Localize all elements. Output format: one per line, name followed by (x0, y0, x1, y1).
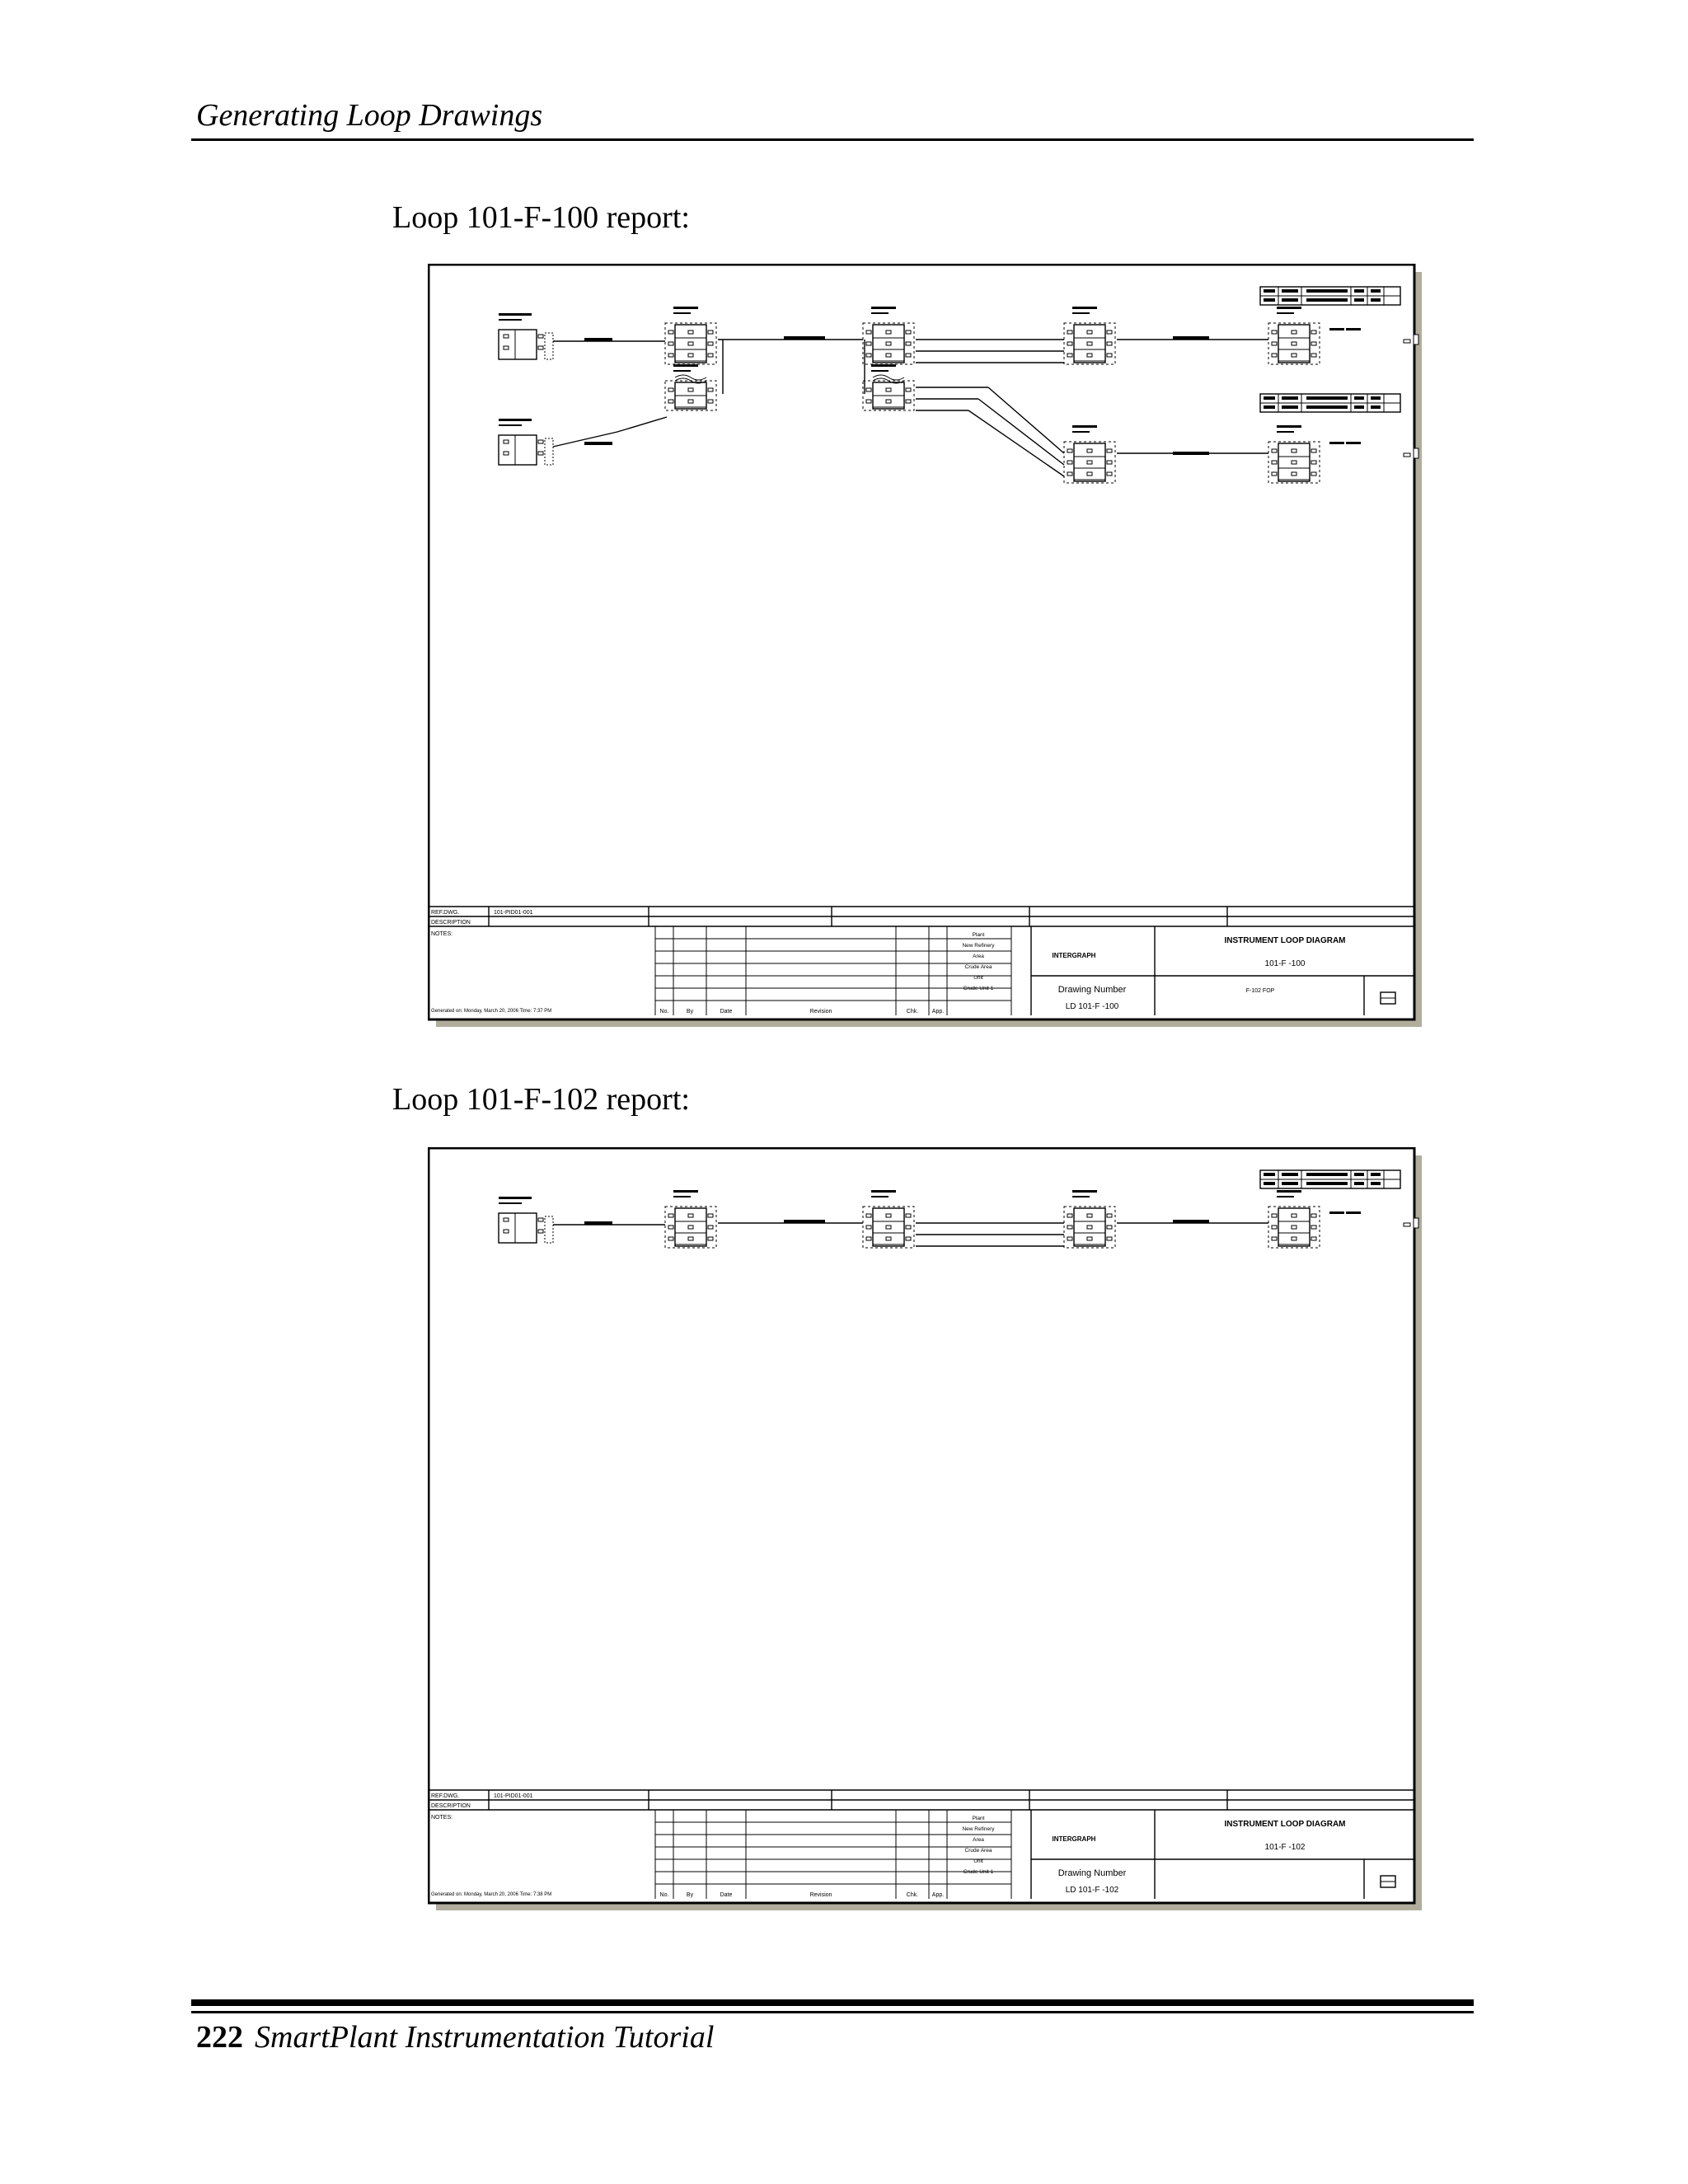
terminal (1404, 340, 1410, 343)
footer-title: SmartPlant Instrumentation Tutorial (255, 2020, 715, 2055)
terminal (688, 354, 693, 357)
tag-label (499, 319, 522, 321)
box (499, 330, 537, 359)
header-text (1371, 405, 1381, 409)
header-text (1371, 1182, 1381, 1185)
loop-102-caption: Loop 101-F-102 report: (392, 1082, 690, 1117)
terminal (1067, 1214, 1072, 1217)
terminal (1311, 330, 1316, 334)
revision-header: App. (931, 1892, 945, 1898)
header-text (1282, 1182, 1298, 1185)
plant-field: Area (973, 954, 984, 959)
header-text (1264, 405, 1275, 409)
terminal (1272, 330, 1277, 334)
terminal (1087, 449, 1092, 452)
loop-100-caption: Loop 101-F-100 report: (392, 200, 690, 235)
header-text (1306, 298, 1348, 302)
terminal (906, 1237, 911, 1240)
terminal (1292, 472, 1296, 476)
tag-label (499, 424, 522, 426)
terminal (504, 440, 509, 443)
terminal (1087, 472, 1092, 476)
header-text (1264, 1173, 1275, 1176)
terminal (1414, 335, 1418, 344)
loop-number: 101-F -100 (1264, 959, 1306, 968)
terminal (1087, 1214, 1092, 1217)
terminal (866, 1214, 871, 1217)
terminal (886, 1214, 891, 1217)
tag-label (499, 1197, 532, 1199)
header-text (1306, 289, 1348, 293)
terminal (1107, 1214, 1112, 1217)
terminal (1087, 1226, 1092, 1229)
drawing-number-label: Drawing Number (1057, 1868, 1127, 1878)
terminal (1067, 472, 1072, 476)
terminal (866, 388, 871, 391)
header-text (1282, 289, 1298, 293)
terminal (708, 1226, 713, 1229)
revision-header: By (686, 1892, 694, 1898)
generated-text: Generated on: Monday, March 20, 2006 Time: 7:37 PM (431, 1009, 552, 1014)
revision-header: Revision (809, 1892, 832, 1898)
header-text (1306, 1173, 1348, 1176)
terminal (1292, 1214, 1296, 1217)
tag-label (1072, 425, 1097, 428)
terminal (504, 1230, 509, 1233)
tag-label (1346, 442, 1361, 444)
terminal (1067, 449, 1072, 452)
terminal (1067, 354, 1072, 357)
terminal (1067, 342, 1072, 345)
header-text (1264, 1182, 1275, 1185)
header-text (1306, 1182, 1348, 1185)
terminal (1087, 330, 1092, 334)
tag-label (871, 312, 889, 314)
terminal (1292, 354, 1296, 357)
terminal (886, 400, 891, 403)
tag-label (1072, 312, 1090, 314)
terminal (668, 1226, 673, 1229)
terminal (1404, 1223, 1410, 1226)
header-text (1354, 1182, 1364, 1185)
terminal (538, 1218, 543, 1221)
terminal (708, 400, 713, 403)
ref-dwg-label: REF.DWG. (431, 1793, 460, 1799)
terminal (1087, 342, 1092, 345)
terminal (538, 1230, 543, 1233)
plant-field: Unit (973, 975, 983, 981)
terminal (1107, 461, 1112, 464)
terminal (1272, 354, 1277, 357)
terminal (906, 388, 911, 391)
drawing-number: LD 101-F -102 (1065, 1886, 1119, 1895)
tag-label (673, 370, 691, 372)
header-text (1282, 405, 1298, 409)
plant-field: New Refinery (962, 1826, 995, 1832)
terminal (1067, 1237, 1072, 1240)
revision-header: Revision (809, 1009, 832, 1015)
terminal (866, 1237, 871, 1240)
cable-label (584, 442, 612, 445)
terminal (1087, 354, 1092, 357)
terminal (668, 354, 673, 357)
terminal (1067, 461, 1072, 464)
tag-label (673, 1190, 698, 1193)
terminal (886, 1226, 891, 1229)
terminal (866, 400, 871, 403)
tag-label (673, 1196, 691, 1197)
terminal (708, 330, 713, 334)
footer-rule-thin (191, 2011, 1474, 2013)
terminal (906, 354, 911, 357)
terminal (866, 342, 871, 345)
plant-field: Plant (972, 932, 985, 938)
terminal (1272, 1214, 1277, 1217)
service-text: F-102 FOP (1245, 988, 1275, 994)
tag-label (1072, 431, 1090, 433)
terminal (504, 1218, 509, 1221)
header-text (1354, 298, 1364, 302)
notes-label: NOTES: (431, 1815, 453, 1821)
terminal (668, 388, 673, 391)
plant-field: Crude Area (964, 964, 992, 970)
ref-dwg-value: 101-PID01-001 (494, 1793, 533, 1799)
generated-text: Generated on: Monday, March 20, 2006 Time: 7:38 PM (431, 1892, 552, 1897)
terminal (1087, 1237, 1092, 1240)
terminal (886, 330, 891, 334)
terminal (866, 1226, 871, 1229)
header-text (1282, 1173, 1298, 1176)
drawing-number: LD 101-F -100 (1065, 1002, 1119, 1011)
tag-label (673, 364, 698, 367)
header-text (1354, 1173, 1364, 1176)
tag-label (1277, 307, 1301, 309)
box (499, 435, 537, 465)
terminal (1107, 449, 1112, 452)
terminal (668, 1214, 673, 1217)
main-title: INSTRUMENT LOOP DIAGRAM (1224, 936, 1346, 945)
terminal (1414, 448, 1418, 458)
terminal (1107, 354, 1112, 357)
loop-100-drawing (428, 264, 1422, 1027)
terminal (1311, 354, 1316, 357)
tag-label (871, 364, 896, 367)
box (499, 1213, 537, 1243)
header-text (1306, 396, 1348, 400)
terminal (538, 346, 543, 349)
revision-header: No. (659, 1892, 669, 1898)
tag-label (1346, 1212, 1361, 1214)
ref-dwg-value: 101-PID01-001 (494, 910, 533, 916)
ref-dwg-label: REF.DWG. (431, 910, 460, 916)
header-text (1264, 396, 1275, 400)
terminal (688, 1226, 693, 1229)
header-text (1282, 298, 1298, 302)
terminal (668, 342, 673, 345)
terminal (1311, 1226, 1316, 1229)
terminal (906, 1226, 911, 1229)
revision-header: Date (720, 1009, 733, 1015)
terminal (688, 400, 693, 403)
tag-label (499, 1202, 522, 1204)
description-label: DESCRIPTION (431, 1803, 471, 1809)
terminal (668, 1237, 673, 1240)
terminal (708, 342, 713, 345)
tag-label (1277, 431, 1294, 433)
plant-field: Plant (972, 1816, 985, 1821)
terminal (906, 342, 911, 345)
terminal (1292, 330, 1296, 334)
loop-number: 101-F -102 (1264, 1843, 1306, 1852)
footer-rule-thick (191, 1999, 1474, 2006)
header-text (1282, 396, 1298, 400)
page-footer (196, 2019, 714, 2055)
terminal (1414, 1218, 1418, 1228)
terminal (1292, 461, 1296, 464)
tag-label (871, 307, 896, 309)
terminal (886, 1237, 891, 1240)
terminal (906, 400, 911, 403)
terminal (1107, 330, 1112, 334)
header-text (1264, 298, 1275, 302)
plant-field: Unit (973, 1858, 983, 1864)
terminal (708, 354, 713, 357)
revision-header: By (686, 1009, 694, 1015)
terminal (538, 335, 543, 338)
terminal (1292, 449, 1296, 452)
plant-field: Crude Area (964, 1848, 992, 1854)
notes-label: NOTES: (431, 931, 453, 937)
tag-label (871, 1190, 896, 1193)
logo-text: INTERGRAPH (1052, 952, 1096, 959)
header-rule (191, 138, 1474, 141)
header-text (1354, 396, 1364, 400)
terminal (1311, 1237, 1316, 1240)
header-text (1371, 289, 1381, 293)
terminal (538, 452, 543, 455)
terminal (1272, 449, 1277, 452)
terminal (906, 1214, 911, 1217)
page-number: 222 (196, 2020, 243, 2055)
plant-field: Crude Unit 1 (963, 986, 994, 991)
plant-field: Crude Unit 1 (963, 1869, 994, 1875)
terminal (1107, 342, 1112, 345)
terminal (708, 1214, 713, 1217)
terminal (866, 354, 871, 357)
terminal (1292, 1226, 1296, 1229)
terminal (886, 354, 891, 357)
tag-label (1277, 1196, 1294, 1197)
terminal (886, 388, 891, 391)
terminal (668, 400, 673, 403)
terminal (688, 342, 693, 345)
terminal (688, 1237, 693, 1240)
terminal (1292, 342, 1296, 345)
terminal (1272, 461, 1277, 464)
plant-field: New Refinery (962, 943, 995, 949)
terminal (1107, 1226, 1112, 1229)
terminal (1311, 1214, 1316, 1217)
terminal (688, 330, 693, 334)
terminal (906, 330, 911, 334)
terminal (1311, 461, 1316, 464)
terminal (504, 452, 509, 455)
terminal (1272, 1237, 1277, 1240)
terminal (708, 388, 713, 391)
terminal (708, 1237, 713, 1240)
tag-label (499, 313, 532, 316)
page-header: Generating Loop Drawings (196, 98, 543, 133)
header-text (1306, 405, 1348, 409)
loop-102-drawing (428, 1147, 1422, 1910)
header-text (1264, 289, 1275, 293)
terminal (504, 335, 509, 338)
tag-label (1329, 328, 1344, 330)
terminal (866, 330, 871, 334)
revision-header: App. (931, 1009, 945, 1015)
logo-text: INTERGRAPH (1052, 1835, 1096, 1843)
loop-drawing-svg (428, 264, 1422, 1027)
terminal (886, 342, 891, 345)
description-label: DESCRIPTION (431, 920, 471, 926)
tag-label (1277, 425, 1301, 428)
terminal (668, 330, 673, 334)
header-text (1354, 289, 1364, 293)
revision-header: Date (720, 1892, 733, 1898)
loop-drawing-svg (428, 1147, 1422, 1910)
tag-label (1072, 1196, 1090, 1197)
main-title: INSTRUMENT LOOP DIAGRAM (1224, 1820, 1346, 1829)
header-text (1354, 405, 1364, 409)
terminal (1272, 472, 1277, 476)
revision-header: Chk. (906, 1892, 919, 1898)
revision-header: Chk. (906, 1009, 919, 1015)
plant-field: Area (973, 1837, 984, 1843)
tag-label (1072, 1190, 1097, 1193)
terminal (1067, 1226, 1072, 1229)
drawing-number-label: Drawing Number (1057, 985, 1127, 995)
tag-label (1277, 312, 1294, 314)
tag-label (871, 370, 889, 372)
header-text (1371, 396, 1381, 400)
terminal (688, 388, 693, 391)
terminal (1067, 330, 1072, 334)
tag-label (1277, 1190, 1301, 1193)
tag-label (1346, 328, 1361, 330)
terminal (504, 346, 509, 349)
terminal (1292, 1237, 1296, 1240)
tag-label (1329, 442, 1344, 444)
tag-label (1329, 1212, 1344, 1214)
terminal (1311, 472, 1316, 476)
tag-label (1072, 307, 1097, 309)
terminal (1311, 342, 1316, 345)
terminal (1311, 449, 1316, 452)
header-text (1371, 1173, 1381, 1176)
terminal (538, 440, 543, 443)
tag-label (673, 307, 698, 309)
tag-label (499, 419, 532, 421)
revision-header: No. (659, 1009, 669, 1015)
terminal (1272, 1226, 1277, 1229)
tag-label (871, 1196, 889, 1197)
terminal (688, 1214, 693, 1217)
header-text (1371, 298, 1381, 302)
terminal (1107, 1237, 1112, 1240)
terminal (1272, 342, 1277, 345)
terminal (1404, 453, 1410, 457)
terminal (1087, 461, 1092, 464)
terminal (1107, 472, 1112, 476)
tag-label (673, 312, 691, 314)
